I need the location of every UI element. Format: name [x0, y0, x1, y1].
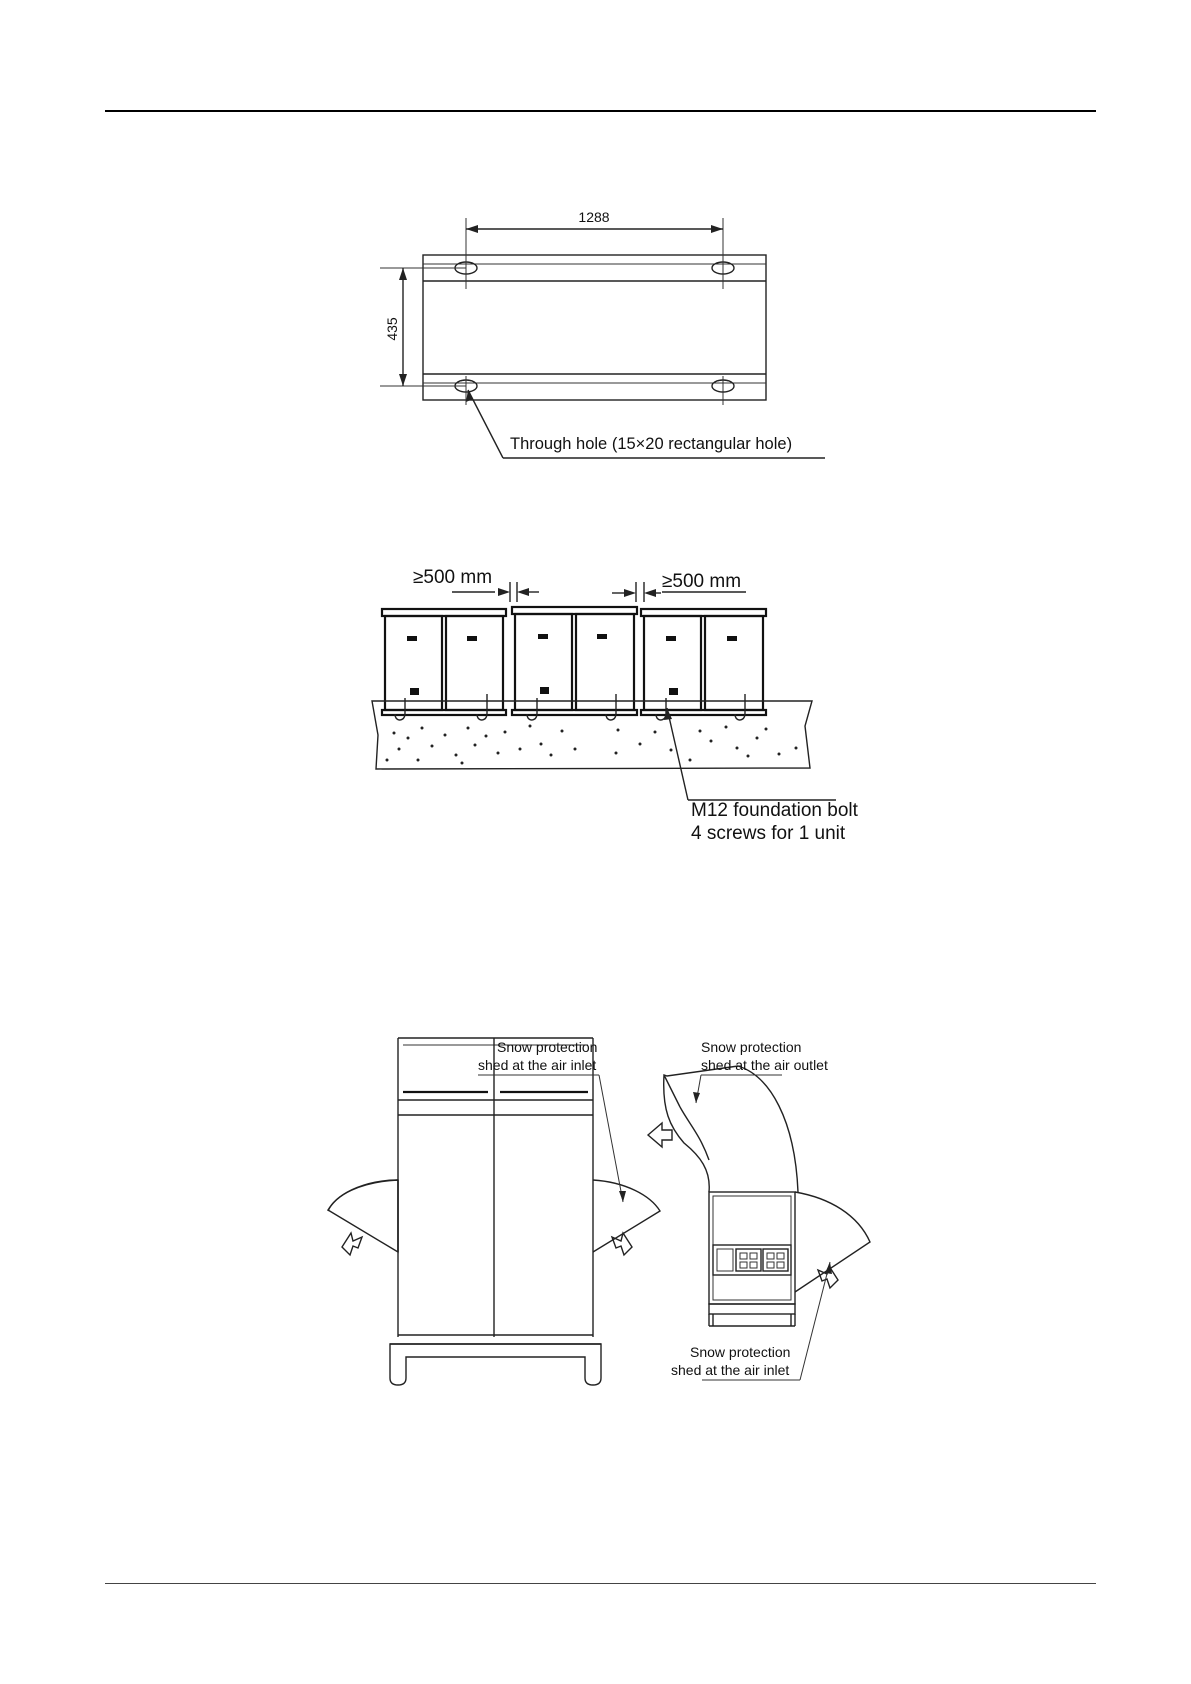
- concrete-speckle: [386, 725, 798, 765]
- mounting-hole-diagram: [0, 0, 1191, 480]
- clearance-left-label: ≥500 mm: [413, 567, 493, 588]
- snow-shed-diagram: [0, 1030, 1191, 1410]
- foundation-diagram: [0, 520, 1191, 860]
- hole-callout: Through hole (15×20 rectangular hole): [510, 435, 793, 453]
- bolt-callout-line2: 4 screws for 1 unit: [691, 823, 846, 844]
- outlet-shed: [664, 1066, 798, 1192]
- outlet-arrow: [648, 1123, 672, 1147]
- front-shed-right: [593, 1180, 660, 1252]
- foundation-slab: [372, 701, 812, 769]
- front-inlet-arrow-left: [342, 1233, 362, 1255]
- unit-pair-2: [512, 607, 637, 715]
- side-top-label-line1: Snow protection: [701, 1039, 802, 1055]
- clearance-right-label: ≥500 mm: [662, 571, 742, 592]
- front-shed-label-line2: shed at the air inlet: [478, 1057, 597, 1073]
- front-shed-left: [328, 1180, 398, 1252]
- unit-pair-3: [641, 609, 766, 715]
- base-frame: [423, 255, 766, 400]
- front-inlet-arrow-right: [612, 1233, 632, 1255]
- side-inlet-shed: [795, 1192, 870, 1292]
- side-view-unit: [709, 1192, 795, 1326]
- dim-vertical: 435: [384, 317, 400, 341]
- bolt-callout-line1: M12 foundation bolt: [691, 800, 858, 821]
- side-top-label-line2: shed at the air outlet: [701, 1057, 828, 1073]
- footer-rule: [105, 1583, 1096, 1584]
- front-shed-label-line1: Snow protection: [497, 1039, 598, 1055]
- dim-horizontal: 1288: [578, 209, 610, 225]
- side-bottom-label-line2: shed at the air inlet: [671, 1362, 790, 1378]
- side-bottom-label-line1: Snow protection: [690, 1344, 791, 1360]
- front-view-unit: [390, 1038, 601, 1385]
